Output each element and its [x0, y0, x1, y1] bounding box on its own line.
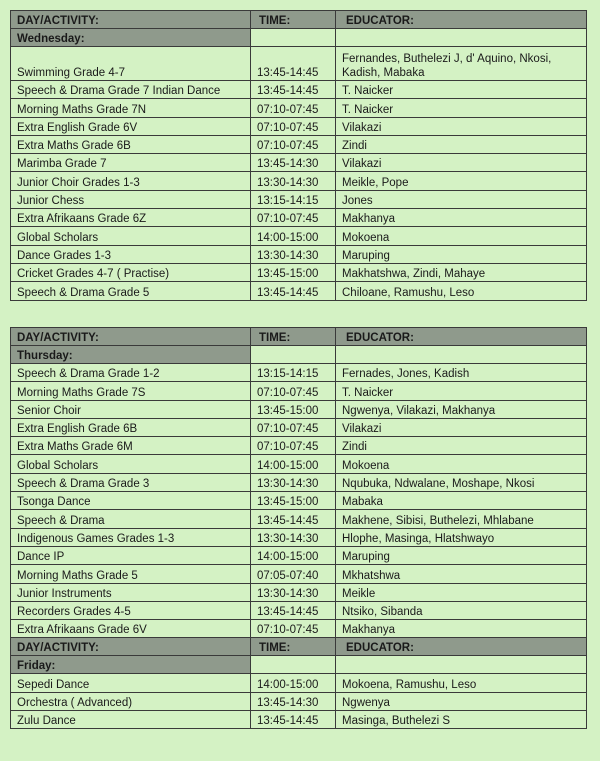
- educator-cell: Mokoena, Ramushu, Leso: [336, 674, 587, 692]
- table-row: [11, 117, 587, 135]
- time-cell: 13:45-14:30: [251, 692, 336, 710]
- activity-cell: Morning Maths Grade 5: [11, 565, 251, 583]
- table-row: [11, 282, 587, 300]
- educator-header: EDUCATOR:: [336, 11, 587, 29]
- time-cell: 07:10-07:45: [251, 382, 336, 400]
- time-cell: 13:45-14:45: [251, 282, 336, 300]
- activity-cell: Junior Instruments: [11, 583, 251, 601]
- table-row: [11, 437, 587, 455]
- table-row: [11, 382, 587, 400]
- time-cell: 14:00-15:00: [251, 227, 336, 245]
- educator-cell: Fernades, Jones, Kadish: [336, 364, 587, 382]
- educator-cell: Mabaka: [336, 492, 587, 510]
- activity-cell: Morning Maths Grade 7N: [11, 99, 251, 117]
- table-row: [11, 674, 587, 692]
- table-row: [11, 172, 587, 190]
- table-row: [11, 692, 587, 710]
- educator-cell: Jones: [336, 190, 587, 208]
- educator-cell: Mkhatshwa: [336, 565, 587, 583]
- time-cell: 13:30-14:30: [251, 528, 336, 546]
- educator-cell: Zindi: [336, 135, 587, 153]
- activity-cell: Sepedi Dance: [11, 674, 251, 692]
- activity-cell: Orchestra ( Advanced): [11, 692, 251, 710]
- table-row: [11, 583, 587, 601]
- header-row: [11, 11, 587, 29]
- educator-cell: Mokoena: [336, 455, 587, 473]
- thursday-friday-table: [10, 327, 587, 729]
- activity-cell: Extra English Grade 6V: [11, 117, 251, 135]
- time-cell: 13:30-14:30: [251, 583, 336, 601]
- educator-cell: Ngwenya: [336, 692, 587, 710]
- table-row: [11, 263, 587, 281]
- educator-cell: Mokoena: [336, 227, 587, 245]
- activity-cell: Morning Maths Grade 7S: [11, 382, 251, 400]
- day-row-wednesday: [11, 29, 587, 47]
- time-cell: 13:30-14:30: [251, 473, 336, 491]
- header-row: [11, 328, 587, 346]
- educator-cell: Meikle: [336, 583, 587, 601]
- wednesday-table: [10, 10, 587, 301]
- activity-cell: Junior Chess: [11, 190, 251, 208]
- header-row: [11, 638, 587, 656]
- time-header: TIME:: [251, 11, 336, 29]
- activity-cell: Tsonga Dance: [11, 492, 251, 510]
- table-row: [11, 245, 587, 263]
- activity-cell: Junior Choir Grades 1-3: [11, 172, 251, 190]
- table-row: [11, 711, 587, 729]
- time-cell: 13:45-14:45: [251, 510, 336, 528]
- table-row: [11, 209, 587, 227]
- time-cell: 07:10-07:45: [251, 437, 336, 455]
- activity-cell: Dance IP: [11, 546, 251, 564]
- educator-cell: Maruping: [336, 546, 587, 564]
- educator-cell: Makhanya: [336, 620, 587, 638]
- time-cell: 13:45-14:45: [251, 711, 336, 729]
- educator-cell: Makhene, Sibisi, Buthelezi, Mhlabane: [336, 510, 587, 528]
- time-cell: 07:10-07:45: [251, 209, 336, 227]
- time-cell: 07:10-07:45: [251, 418, 336, 436]
- activity-cell: Extra Maths Grade 6B: [11, 135, 251, 153]
- table-row: [11, 190, 587, 208]
- day-label: Wednesday:: [11, 29, 251, 47]
- time-cell: 13:45-14:45: [251, 601, 336, 619]
- educator-cell: Fernandes, Buthelezi J, d' Aquino, Nkosi, Kadish, Mabaka: [336, 47, 587, 81]
- educator-cell: Zindi: [336, 437, 587, 455]
- time-cell: 13:45-14:45: [251, 47, 336, 81]
- activity-cell: Swimming Grade 4-7: [11, 47, 251, 81]
- time-cell: 13:30-14:30: [251, 245, 336, 263]
- educator-cell: Vilakazi: [336, 418, 587, 436]
- time-cell: 13:45-14:30: [251, 154, 336, 172]
- educator-cell: Ngwenya, Vilakazi, Makhanya: [336, 400, 587, 418]
- day-row-friday: [11, 656, 587, 674]
- educator-cell: Nqubuka, Ndwalane, Moshape, Nkosi: [336, 473, 587, 491]
- activity-cell: Senior Choir: [11, 400, 251, 418]
- table-row: [11, 400, 587, 418]
- activity-cell: Extra Maths Grade 6M: [11, 437, 251, 455]
- day-label: Thursday:: [11, 346, 251, 364]
- educator-cell: Vilakazi: [336, 117, 587, 135]
- educator-cell: Chiloane, Ramushu, Leso: [336, 282, 587, 300]
- time-cell: 07:05-07:40: [251, 565, 336, 583]
- activity-cell: Speech & Drama Grade 3: [11, 473, 251, 491]
- activity-cell: Zulu Dance: [11, 711, 251, 729]
- table-row: [11, 510, 587, 528]
- educator-header: EDUCATOR:: [336, 328, 587, 346]
- educator-cell: Masinga, Buthelezi S: [336, 711, 587, 729]
- table-row: [11, 47, 587, 81]
- activity-cell: Recorders Grades 4-5: [11, 601, 251, 619]
- activity-cell: Extra Afrikaans Grade 6V: [11, 620, 251, 638]
- activity-cell: Dance Grades 1-3: [11, 245, 251, 263]
- educator-cell: Makhanya: [336, 209, 587, 227]
- day-row-thursday: [11, 346, 587, 364]
- activity-cell: Marimba Grade 7: [11, 154, 251, 172]
- activity-cell: Global Scholars: [11, 455, 251, 473]
- time-header: TIME:: [251, 638, 336, 656]
- table-row: [11, 546, 587, 564]
- activity-cell: Extra English Grade 6B: [11, 418, 251, 436]
- activity-cell: Extra Afrikaans Grade 6Z: [11, 209, 251, 227]
- table-row: [11, 601, 587, 619]
- educator-cell: Ntsiko, Sibanda: [336, 601, 587, 619]
- activity-cell: Speech & Drama: [11, 510, 251, 528]
- activity-cell: Speech & Drama Grade 1-2: [11, 364, 251, 382]
- time-cell: 07:10-07:45: [251, 620, 336, 638]
- educator-cell: T. Naicker: [336, 81, 587, 99]
- time-header: TIME:: [251, 328, 336, 346]
- activity-cell: Global Scholars: [11, 227, 251, 245]
- table-row: [11, 492, 587, 510]
- activity-header: DAY/ACTIVITY:: [11, 328, 251, 346]
- table-row: [11, 227, 587, 245]
- time-cell: 13:30-14:30: [251, 172, 336, 190]
- time-cell: 07:10-07:45: [251, 99, 336, 117]
- educator-cell: T. Naicker: [336, 99, 587, 117]
- activity-cell: Cricket Grades 4-7 ( Practise): [11, 263, 251, 281]
- time-cell: 07:10-07:45: [251, 135, 336, 153]
- time-cell: 13:45-15:00: [251, 400, 336, 418]
- educator-cell: Makhatshwa, Zindi, Mahaye: [336, 263, 587, 281]
- table-row: [11, 154, 587, 172]
- table-row: [11, 473, 587, 491]
- time-cell: 14:00-15:00: [251, 674, 336, 692]
- table-row: [11, 528, 587, 546]
- time-cell: 07:10-07:45: [251, 117, 336, 135]
- table-row: [11, 418, 587, 436]
- educator-cell: Vilakazi: [336, 154, 587, 172]
- table-row: [11, 620, 587, 638]
- time-cell: 13:15-14:15: [251, 190, 336, 208]
- table-row: [11, 135, 587, 153]
- activity-header: DAY/ACTIVITY:: [11, 638, 251, 656]
- educator-cell: T. Naicker: [336, 382, 587, 400]
- educator-cell: Meikle, Pope: [336, 172, 587, 190]
- time-cell: 13:15-14:15: [251, 364, 336, 382]
- educator-cell: Maruping: [336, 245, 587, 263]
- time-cell: 14:00-15:00: [251, 546, 336, 564]
- day-label: Friday:: [11, 656, 251, 674]
- activity-cell: Speech & Drama Grade 7 Indian Dance: [11, 81, 251, 99]
- time-cell: 13:45-14:45: [251, 81, 336, 99]
- table-row: [11, 364, 587, 382]
- table-row: [11, 81, 587, 99]
- educator-cell: Hlophe, Masinga, Hlatshwayo: [336, 528, 587, 546]
- time-cell: 14:00-15:00: [251, 455, 336, 473]
- table-row: [11, 99, 587, 117]
- table-row: [11, 565, 587, 583]
- time-cell: 13:45-15:00: [251, 492, 336, 510]
- table-row: [11, 455, 587, 473]
- activity-cell: Speech & Drama Grade 5: [11, 282, 251, 300]
- educator-header: EDUCATOR:: [336, 638, 587, 656]
- time-cell: 13:45-15:00: [251, 263, 336, 281]
- activity-cell: Indigenous Games Grades 1-3: [11, 528, 251, 546]
- activity-header: DAY/ACTIVITY:: [11, 11, 251, 29]
